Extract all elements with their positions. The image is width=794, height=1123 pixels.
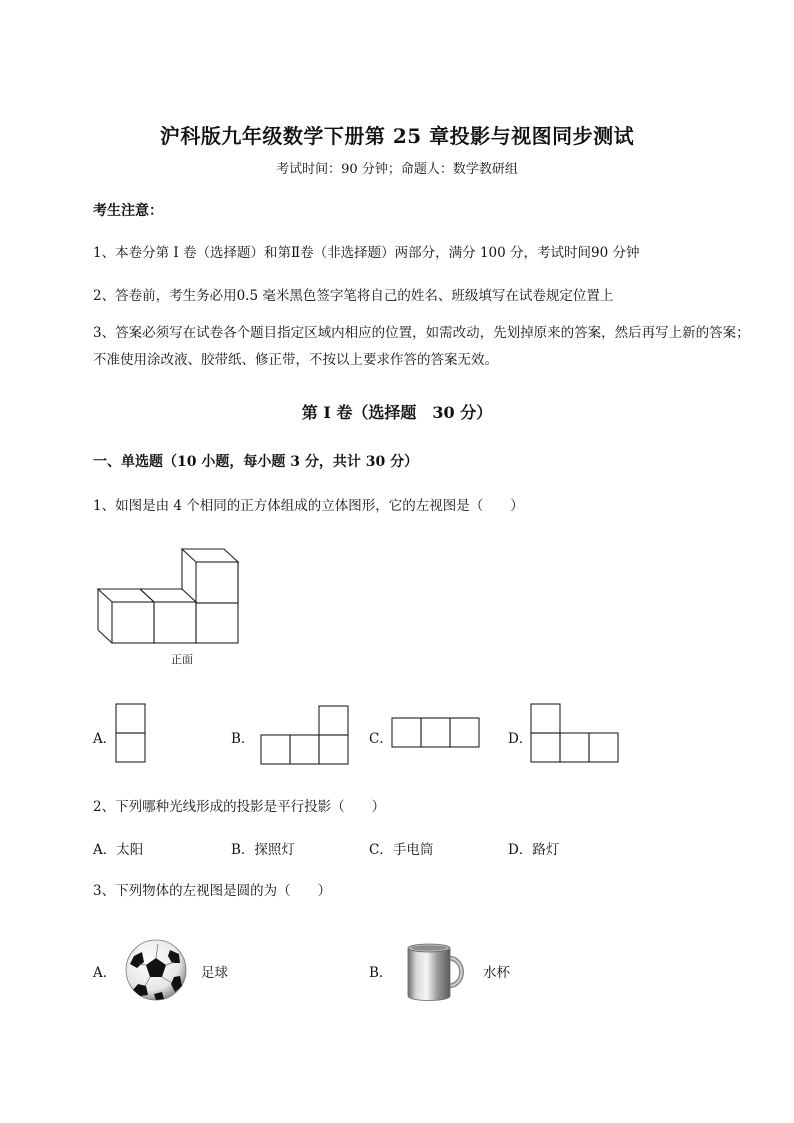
page-title: 沪科版九年级数学下册第 25 章投影与视图同步测试 bbox=[159, 124, 635, 148]
question-3-stem: 3、下列物体的左视图是圆的为（ ） bbox=[93, 883, 332, 899]
q1-option-a-figure bbox=[115, 703, 147, 763]
q2-option-b: B．探照灯 bbox=[231, 842, 295, 858]
q1-option-c-figure bbox=[391, 717, 482, 749]
soccer-ball-image bbox=[124, 938, 188, 1002]
q3-option-b: B． bbox=[369, 965, 393, 981]
q1-option-d-figure bbox=[530, 703, 621, 763]
section-title: 第 I 卷（选择题 30 分） bbox=[301, 403, 493, 422]
q1-option-b-figure bbox=[259, 705, 350, 765]
notice-item-3: 3、答案必须写在试卷各个题目指定区域内相应的位置，如需改动，先划掉原来的答案，然后再写上新的答案；不准使用涂改液、胶带纸、修正带，不按以上要求作答的答案无效。 bbox=[93, 325, 750, 368]
part-heading: 一、单选题（10 小题，每小题 3 分，共计 30 分） bbox=[93, 454, 419, 470]
steel-cup-image bbox=[404, 942, 468, 1004]
q1-option-a: A． bbox=[93, 731, 117, 747]
question-2-stem: 2、下列哪种光线形成的投影是平行投影（ ） bbox=[93, 799, 386, 815]
cube-assembly-figure bbox=[96, 544, 246, 646]
notice-heading: 考生注意： bbox=[93, 203, 163, 219]
question-1-stem: 1、如图是由 4 个相同的正方体组成的立体图形，它的左视图是（ ） bbox=[93, 498, 524, 514]
q3-option-a-caption: 足球 bbox=[201, 965, 228, 981]
q1-option-c: C． bbox=[369, 731, 393, 747]
q2-option-a: A．太阳 bbox=[93, 842, 144, 858]
exam-subtitle: 考试时间：90 分钟；命题人：数学教研组 bbox=[276, 162, 518, 177]
figure-front-label: 正面 bbox=[171, 653, 193, 666]
notice-item-2: 2、答卷前，考生务必用0.5 毫米黑色签字笔将自己的姓名、班级填写在试卷规定位置上 bbox=[93, 288, 614, 304]
q1-option-d: D． bbox=[508, 731, 533, 747]
q3-option-b-caption: 水杯 bbox=[483, 965, 510, 981]
q2-option-d: D．路灯 bbox=[508, 842, 560, 858]
q3-option-a: A． bbox=[93, 965, 117, 981]
q2-option-c: C．手电筒 bbox=[369, 842, 434, 858]
q1-option-b: B． bbox=[231, 731, 255, 747]
notice-item-1: 1、本卷分第 I 卷（选择题）和第Ⅱ卷（非选择题）两部分，满分 100 分，考试时间90 分钟 bbox=[93, 245, 640, 261]
